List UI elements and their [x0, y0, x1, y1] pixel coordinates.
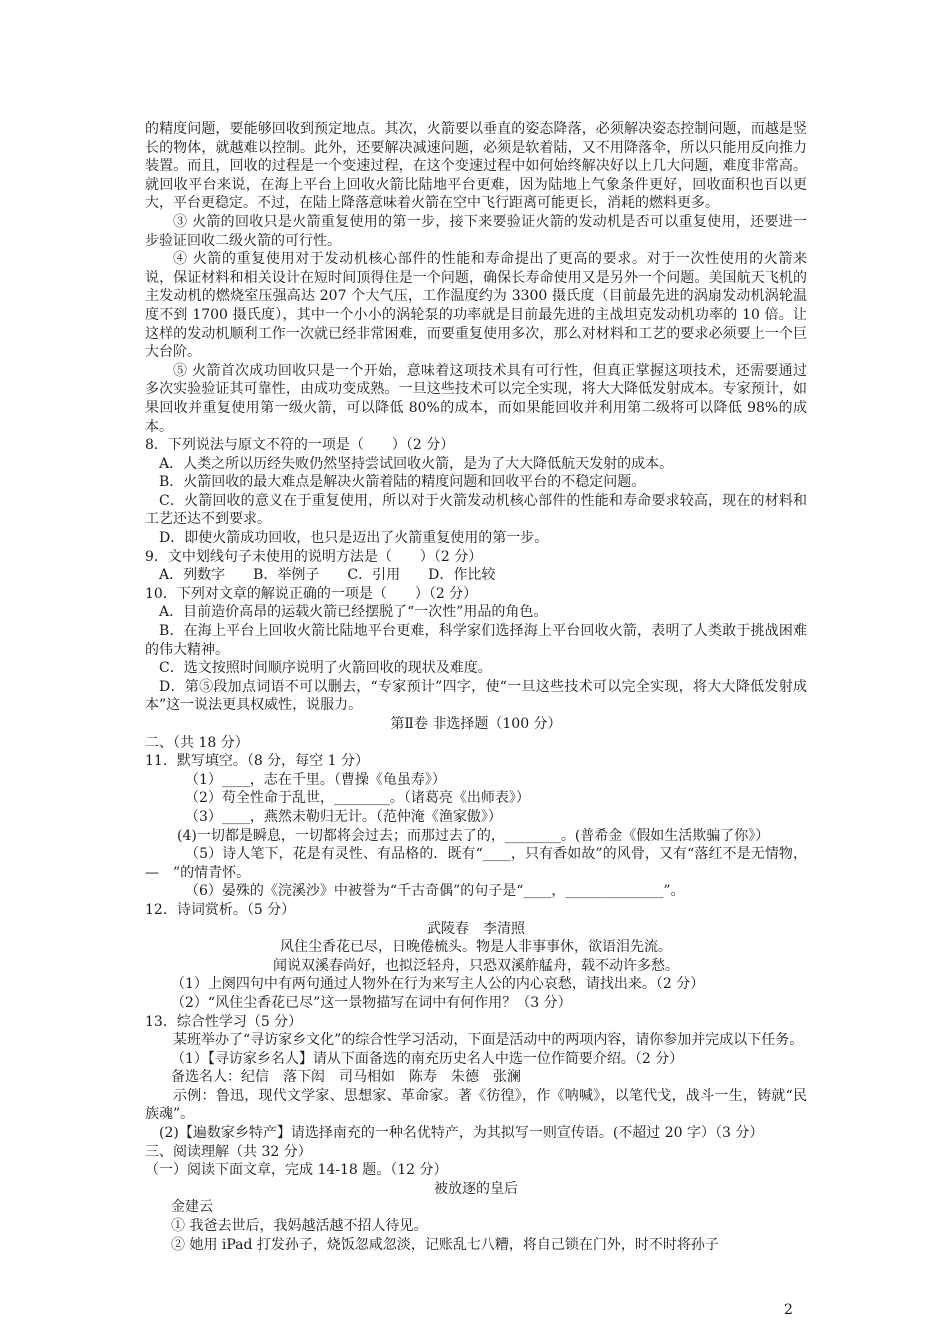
- options-9: A．列数字 B．举例子 C．引用 D．作比较: [159, 567, 496, 584]
- question-12: 12．诗词赏析。（5 分）: [145, 901, 296, 918]
- fill-6: （6）晏殊的《浣溪沙》中被誉为“千古奇偶”的句子是“____，______________”。: [185, 883, 685, 900]
- question-10: 10．下列对文章的解说正确的一项是（ ）（2 分）: [145, 585, 478, 602]
- option-8b: B．火箭回收的最大难点是解决火箭着陆的精度问题和回收平台的不稳定问题。: [159, 474, 646, 491]
- question-8: 8．下列说法与原文不符的一项是（ ）（2 分）: [145, 437, 455, 454]
- poem-title: 武陵春 李清照: [427, 920, 525, 937]
- article-paragraph-1: ① 我爸去世后，我妈越活越不招人待见。: [171, 1218, 428, 1235]
- question-13-2: (2)【遍数家乡特产】请选择南充的一种名优特产，为其拟写一则宣传语。(不超过 20 字）（3 分）: [159, 1125, 764, 1142]
- option-10d: D．第⑤段加点词语不可以删去，“专家预计”四字，使“一旦这些技术可以完全实现，将大大降低发射成本”这一说法更具权威性，说服力。: [145, 678, 807, 714]
- question-11: 11．默写填空。（8 分，每空 1 分）: [145, 753, 369, 770]
- page-number: 2: [784, 1302, 793, 1318]
- paragraph-4: ④ 火箭的重复使用对于发动机核心部件的性能和寿命提出了更高的要求。对于一次性使用的火箭来说，保证材料和相关设计在短时间顶得住是一个问题，确保长寿命使用又是另外一个问题。美国航天飞机的主发动机的燃烧室压强高达 207 个大气压，工作温度约为 3300 摄氏度（目前最先进的涡扇发动机涡轮温度不到 1700 摄氏度），其中一个小小的涡轮泵的功率就是目前最先进的主战坦克发动机功率的 10 倍。让这样的发动机顺利工作一次就已经非常困难，而要重复使用多次，那么对材料和工艺的要求必须要上一个巨大台阶。: [145, 251, 807, 361]
- section-2-heading: 二、（共 18 分）: [145, 734, 249, 751]
- option-8d: D．即使火箭成功回收，也只是迈出了火箭重复使用的第一步。: [159, 530, 549, 547]
- question-12-2: （2）“风住尘香花已尽”这一景物描写在词中有何作用？（3 分）: [171, 994, 572, 1011]
- question-13-intro: 某班举办了“寻访家乡文化”的综合性学习活动，下面是活动中的两项内容，请你参加并完成以下任务。: [173, 1032, 804, 1049]
- fill-4: (4)一切都是瞬息，一切都将会过去；而那过去了的，________。(普希金《假如生活欺骗了你》）: [177, 827, 770, 844]
- reading-instruction: （一）阅读下面文章，完成 14-18 题。（12 分）: [145, 1162, 448, 1179]
- option-10b: B．在海上平台上回收火箭比陆地平台更难，科学家们选择海上平台回收火箭，表明了人类敢于挑战困难的伟大精神。: [145, 623, 807, 658]
- candidate-list: 备选名人：纪信 落下闳 司马相如 陈寿 朱德 张澜: [171, 1069, 521, 1086]
- section-heading-part2: 第Ⅱ卷 非选择题（100 分）: [390, 716, 562, 732]
- poem-line-1: 风住尘香花已尽，日晚倦梳头。物是人非事事休，欲语泪先流。: [280, 939, 672, 956]
- question-13-1: （1）【寻访家乡名人】请从下面备选的南充历史名人中选一位作简要介绍。（2 分）: [171, 1050, 684, 1067]
- question-9: 9．文中划线句子未使用的说明方法是（ ）（2 分）: [145, 548, 483, 565]
- paragraph-5: ⑤ 火箭首次成功回收只是一个开始，意味着这项技术具有可行性，但真正掌握这项技术，还需要通过多次实验验证其可靠性，由成功变成熟。一旦这些技术可以完全实现，将大大降低发射成本。专家预计，如果回收并重复使用第一级火箭，可以降低 80%的成本，而如果能回收并利用第二级将可以降低 98%的成本。: [145, 362, 807, 435]
- option-8a: A．人类之所以历经失败仍然坚持尝试回收火箭，是为了大大降低航天发射的成本。: [159, 455, 674, 472]
- paragraph-continued: 的精度问题，要能够回收到预定地点。其次，火箭要以垂直的姿态降落，必须解决姿态控制问题，而越是竖长的物体，就越难以控制。此外，还要解决减速问题，必须是软着陆，又不用降落伞，所以只能用反向推力装置。而且，回收的过程是一个变速过程，在这个变速过程中如何始终解决好以上几大问题，难度非常高。就回收平台来说，在海上平台上回收火箭比陆地平台更难，因为陆地上气象条件更好，回收面积也百以更大，平台更稳定。不过，在陆上降落意味着火箭在空中飞行距离可能更长，消耗的燃料更多。: [145, 121, 807, 212]
- option-10c: C．选文按照时间顺序说明了火箭回收的现状及难度。: [159, 660, 492, 677]
- section-3-heading: 三、阅读理解（共 32 分）: [145, 1143, 312, 1160]
- poem-line-2: 闻说双溪春尚好，也拟泛轻舟，只恐双溪舴艋舟，载不动许多愁。: [273, 957, 679, 974]
- example-text: 示例：鲁迅，现代文学家、思想家、革命家。著《彷徨》，作《呐喊》，以笔代戈，战斗一生，铸就“民族魂”。: [145, 1087, 807, 1123]
- question-12-1: （1）上阕四句中有两句通过人物外在行为来写主人公的内心哀愁，请找出来。（2 分）: [171, 976, 705, 993]
- question-13: 13．综合性学习（5 分）: [145, 1013, 303, 1030]
- fill-1: （1）____，志在千里。（曹操《龟虽寿》）: [185, 771, 446, 788]
- fill-3: （3）____，燕然未勒归无计。（范仲淹《渔家傲》）: [185, 808, 502, 825]
- fill-5: （5）诗人笔下，花是有灵性、有品格的．既有“____，只有香如故”的风骨，又有“落红不是无情物，— ”的情青怀。: [145, 846, 807, 881]
- paragraph-3: ③ 火箭的回收只是火箭重复使用的第一步，接下来要验证火箭的发动机是否可以重复使用，还要进一步验证回收二级火箭的可行性。: [145, 213, 807, 249]
- option-8c: C．火箭回收的意义在于重复使用，所以对于火箭发动机核心部件的性能和寿命要求较高，现在的材料和工艺还达不到要求。: [145, 492, 807, 528]
- page-content: [145, 120, 807, 1254]
- article-paragraph-2: ② 她用 iPad 打发孙子，烧饭忽咸忽淡，记账乱七八糟，将自己锁在门外，时不时将孙子: [171, 1236, 719, 1253]
- fill-2: （2）苟全性命于乱世，________。（诸葛亮《出师表》）: [185, 790, 530, 807]
- article-title: 被放逐的皇后: [434, 1180, 518, 1197]
- article-author: 金建云: [171, 1199, 213, 1216]
- option-10a: A．目前造价高昂的运载火箭已经摆脱了“一次性”用品的角色。: [159, 604, 548, 621]
